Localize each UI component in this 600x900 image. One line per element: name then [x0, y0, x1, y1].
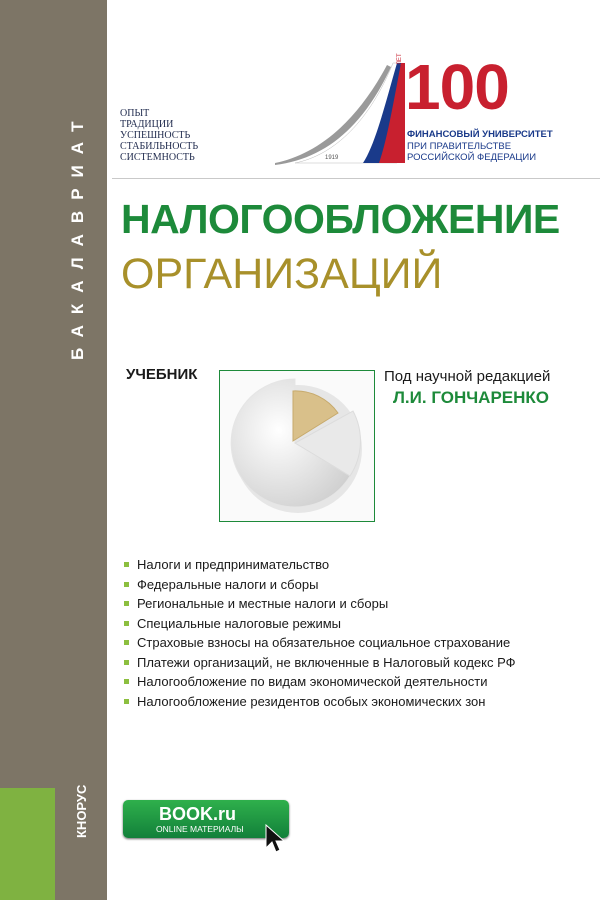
header-divider	[112, 178, 600, 179]
book-type: УЧЕБНИК	[126, 366, 198, 383]
list-item: Федеральные налоги и сборы	[124, 575, 516, 595]
mouse-pointer-icon	[265, 824, 287, 854]
series-label	[62, 60, 102, 360]
flag-swoosh-icon	[275, 55, 405, 170]
university-name-line2: ПРИ ПРАВИТЕЛЬСТВЕ	[407, 141, 512, 152]
list-item: Налогообложение по видам экономической деятельности	[124, 672, 516, 692]
logo-let: ЛЕТ	[397, 53, 403, 65]
motto: СИСТЕМНОСТЬ	[120, 152, 195, 163]
list-item: Страховые взносы на обязательное социальное страхование	[124, 633, 516, 653]
book-title-line1: НАЛОГООБЛОЖЕНИЕ	[121, 196, 560, 242]
university-name-line1: ФИНАНСОВЫЙ УНИВЕРСИТЕТ	[407, 129, 553, 140]
list-item: Налогообложение резидентов особых экономических зон	[124, 692, 516, 712]
motto: ОПЫТ	[120, 108, 150, 119]
list-item: Региональные и местные налоги и сборы	[124, 594, 516, 614]
university-logo	[275, 51, 575, 170]
motto: СТАБИЛЬНОСТЬ	[120, 141, 199, 152]
editor-intro: Под научной редакцией	[384, 368, 551, 385]
list-item: Платежи организаций, не включенные в Налоговый кодекс РФ	[124, 653, 516, 673]
list-item: Налоги и предпринимательство	[124, 555, 516, 575]
topic-list	[124, 555, 516, 711]
bookru-subtitle: ONLINE МАТЕРИАЛЫ	[156, 824, 244, 834]
series-label-text: БАКАЛАВРИАТ	[68, 110, 87, 360]
list-item: Специальные налоговые режимы	[124, 614, 516, 634]
book-title-line2: ОРГАНИЗАЦИЙ	[121, 250, 443, 298]
university-name-line3: РОССИЙСКОЙ ФЕДЕРАЦИИ	[407, 152, 537, 163]
motto: УСПЕШНОСТЬ	[120, 130, 191, 141]
motto: ТРАДИЦИИ	[120, 119, 174, 130]
logo-centenary: 100	[405, 51, 509, 123]
publisher-text: КНОРУС	[74, 784, 89, 838]
founding-year: 1919	[325, 155, 339, 161]
cover-illustration	[219, 370, 375, 522]
spine-green-block	[0, 788, 55, 900]
publisher-label	[70, 760, 100, 840]
motto-list	[120, 108, 198, 163]
editor-name: Л.И. ГОНЧАРЕНКО	[393, 388, 550, 407]
bookru-title: BOOK.ru	[159, 804, 237, 824]
pie-chart-icon	[220, 371, 374, 521]
